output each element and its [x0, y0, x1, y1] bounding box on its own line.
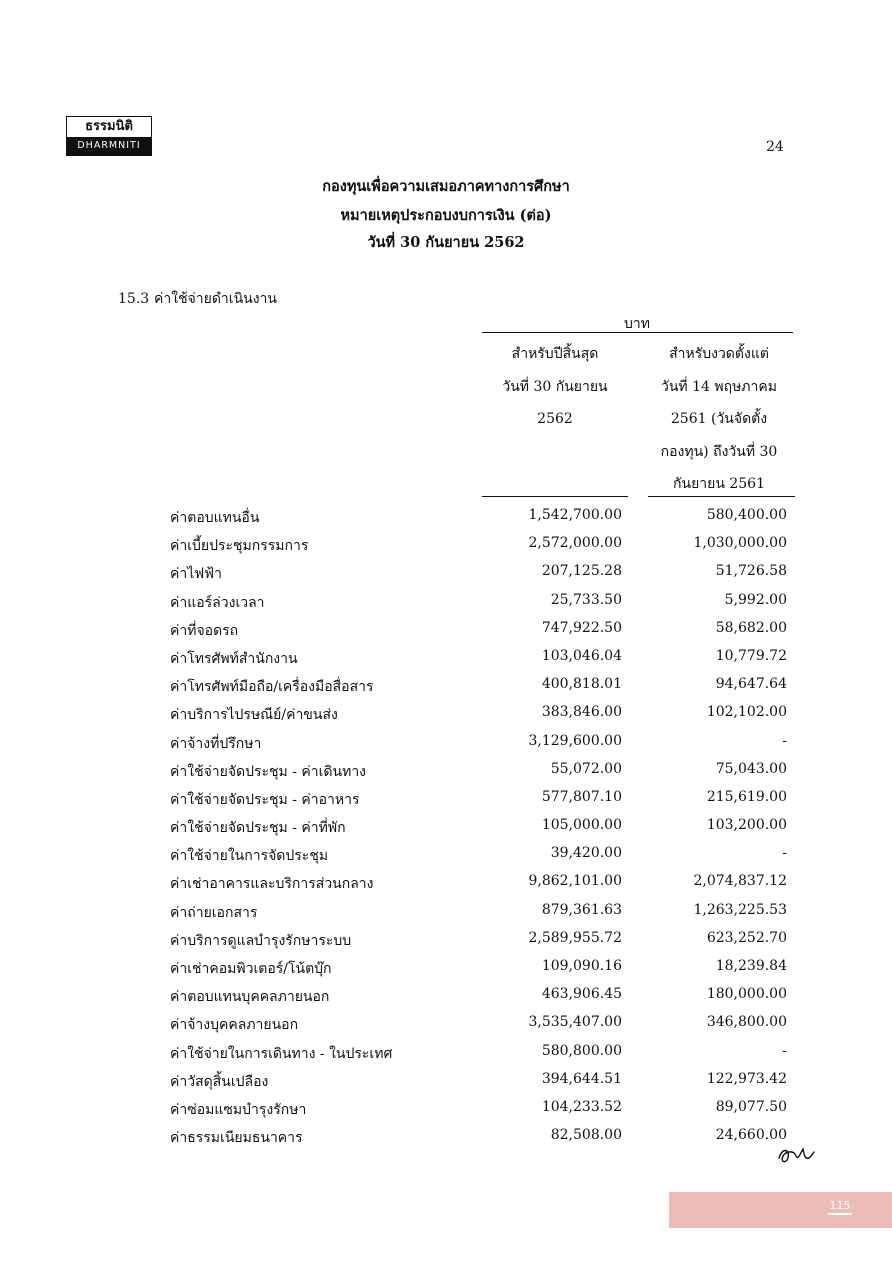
- logo-thai-text: ธรรมนิติ: [67, 117, 151, 137]
- row-value-2561: 24,660.00: [715, 1127, 787, 1144]
- table-row: [0, 1093, 892, 1121]
- section-title: [118, 288, 277, 310]
- col2-header-rule: [648, 496, 795, 497]
- row-value-2561: 2,074,837.12: [693, 873, 787, 890]
- row-value-2562: 2,589,955.72: [528, 929, 622, 946]
- row-label: ค่าเช่าอาคารและบริการส่วนกลาง: [170, 876, 374, 893]
- row-label: ค่าใช้จ่ายจัดประชุม - ค่าอาหาร: [170, 791, 360, 808]
- row-value-2562: 82,508.00: [550, 1127, 622, 1144]
- table-row: [0, 727, 892, 755]
- row-value-2561: 18,239.84: [715, 958, 787, 974]
- date-heading: วันที่ 30 กันยายน 2562: [367, 234, 525, 251]
- table-row: [0, 1037, 892, 1065]
- row-value-2561: -: [782, 732, 787, 749]
- row-value-2561: 1,030,000.00: [693, 535, 787, 552]
- row-value-2562: 105,000.00: [541, 817, 622, 834]
- row-value-2561: 5,992.00: [724, 591, 787, 608]
- table-row: [0, 698, 892, 726]
- table-row: [0, 1065, 892, 1093]
- currency-label: บาท: [624, 316, 650, 332]
- row-value-2562: 39,420.00: [550, 845, 622, 862]
- row-value-2561: 346,800.00: [706, 1014, 787, 1031]
- col1-line3: 2562: [537, 411, 573, 427]
- table-row: [0, 755, 892, 783]
- table-row: [0, 557, 892, 585]
- table-row: [0, 980, 892, 1008]
- row-value-2562: 577,807.10: [541, 788, 622, 805]
- table-row: [0, 952, 892, 980]
- dharmniti-logo: [66, 116, 152, 156]
- fund-name-heading: กองทุนเพื่อความเสมอภาคทางการศึกษา: [322, 178, 570, 195]
- col2-line1: สำหรับงวดตั้งแต่: [669, 346, 769, 362]
- logo-latin-text: DHARMNITI: [67, 137, 151, 155]
- table-row: [0, 642, 892, 670]
- row-value-2561: -: [782, 845, 787, 862]
- col2-line2: วันที่ 14 พฤษภาคม: [661, 378, 777, 395]
- table-row: [0, 614, 892, 642]
- row-value-2561: 103,200.00: [706, 817, 787, 834]
- row-label: ค่าใช้จ่ายจัดประชุม - ค่าที่พัก: [170, 820, 346, 837]
- table-row: [0, 896, 892, 924]
- row-value-2562: 207,125.28: [541, 563, 622, 580]
- table-row: [0, 529, 892, 557]
- section-name: ค่าใช้จ่ายดำเนินงาน: [154, 291, 277, 307]
- expense-table-body: [0, 501, 892, 1149]
- row-label: ค่าใช้จ่ายในการเดินทาง - ในประเทศ: [170, 1045, 393, 1062]
- row-value-2562: 383,846.00: [541, 704, 622, 721]
- row-value-2561: -: [782, 1042, 787, 1059]
- currency-rule: [482, 332, 793, 333]
- table-row: [0, 1121, 892, 1149]
- footer-page-number: 115: [828, 1199, 852, 1215]
- col2-line5: กันยายน 2561: [673, 476, 765, 492]
- row-label: ค่าใช้จ่ายจัดประชุม - ค่าเดินทาง: [170, 763, 367, 780]
- table-row: [0, 924, 892, 952]
- row-value-2562: 103,046.04: [541, 647, 622, 664]
- row-label: ค่าถ่ายเอกสาร: [170, 904, 258, 921]
- table-row: [0, 501, 892, 529]
- row-label: ค่าไฟฟ้า: [170, 566, 222, 583]
- row-value-2561: 122,973.42: [706, 1070, 787, 1087]
- table-row: [0, 670, 892, 698]
- row-label: ค่าเช่าคอมพิวเตอร์/โน้ตบุ๊ก: [170, 961, 332, 977]
- row-value-2561: 75,043.00: [715, 760, 787, 777]
- col2-line4: กองทุน) ถึงวันที่ 30: [660, 443, 778, 460]
- row-label: ค่าซ่อมแซมบำรุงรักษา: [170, 1101, 307, 1118]
- row-value-2562: 879,361.63: [541, 901, 622, 918]
- column-header-2562: [482, 338, 628, 436]
- row-value-2561: 58,682.00: [715, 619, 787, 636]
- row-value-2561: 10,779.72: [715, 647, 787, 664]
- section-number: 15.3: [118, 291, 150, 307]
- signature-initials-icon: [776, 1140, 816, 1166]
- col1-line1: สำหรับปีสิ้นสุด: [511, 346, 599, 362]
- row-label: ค่าบริการไปรษณีย์/ค่าขนส่ง: [170, 707, 338, 724]
- row-value-2562: 2,572,000.00: [528, 535, 622, 552]
- row-value-2562: 55,072.00: [550, 760, 622, 777]
- col1-line2: วันที่ 30 กันยายน: [502, 378, 608, 395]
- row-label: ค่าใช้จ่ายในการจัดประชุม: [170, 848, 329, 865]
- row-value-2561: 51,726.58: [715, 563, 787, 580]
- row-value-2562: 463,906.45: [541, 986, 622, 1003]
- row-label: ค่าแอร์ล่วงเวลา: [170, 594, 265, 611]
- footer-bar: [669, 1192, 892, 1228]
- table-row: [0, 783, 892, 811]
- row-label: ค่าที่จอดรถ: [170, 622, 239, 639]
- row-value-2562: 400,818.01: [541, 676, 622, 693]
- row-label: ค่าวัสดุสิ้นเปลือง: [170, 1073, 269, 1090]
- row-label: ค่าบริการดูแลบำรุงรักษาระบบ: [170, 932, 352, 949]
- row-label: ค่าโทรศัพท์สำนักงาน: [170, 650, 298, 667]
- row-value-2562: 109,090.16: [541, 958, 622, 974]
- table-row: [0, 1008, 892, 1036]
- page-number: 24: [766, 139, 784, 155]
- row-label: ค่าตอบแทนบุคคลภายนอก: [170, 989, 330, 1006]
- table-row: [0, 867, 892, 895]
- row-value-2561: 623,252.70: [706, 929, 787, 946]
- row-value-2562: 104,233.52: [541, 1098, 622, 1115]
- row-value-2561: 102,102.00: [706, 704, 787, 721]
- row-value-2562: 1,542,700.00: [528, 507, 622, 523]
- row-value-2561: 180,000.00: [706, 986, 787, 1003]
- table-row: [0, 839, 892, 867]
- row-value-2561: 94,647.64: [715, 676, 787, 693]
- notes-heading: หมายเหตุประกอบงบการเงิน (ต่อ): [340, 207, 552, 224]
- row-value-2562: 394,644.51: [541, 1070, 622, 1087]
- row-label: ค่าโทรศัพท์มือถือ/เครื่องมือสื่อสาร: [170, 679, 374, 696]
- row-value-2562: 3,535,407.00: [528, 1014, 622, 1031]
- column-header-2561: [646, 338, 792, 501]
- row-value-2561: 215,619.00: [706, 788, 787, 805]
- row-label: ค่าตอบแทนอื่น: [170, 510, 260, 526]
- col1-header-rule: [482, 496, 628, 497]
- row-value-2562: 580,800.00: [541, 1042, 622, 1059]
- row-value-2561: 89,077.50: [715, 1098, 787, 1115]
- row-value-2561: 580,400.00: [706, 507, 787, 523]
- row-value-2562: 747,922.50: [541, 619, 622, 636]
- row-label: ค่าจ้างบุคคลภายนอก: [170, 1017, 299, 1034]
- col2-line3: 2561 (วันจัดตั้ง: [670, 411, 768, 427]
- row-label: ค่าเบี้ยประชุมกรรมการ: [170, 538, 309, 555]
- row-label: ค่าจ้างที่ปรึกษา: [170, 735, 262, 752]
- table-row: [0, 811, 892, 839]
- table-row: [0, 586, 892, 614]
- row-value-2562: 25,733.50: [550, 591, 622, 608]
- row-value-2562: 9,862,101.00: [528, 873, 622, 890]
- row-label: ค่าธรรมเนียมธนาคาร: [170, 1130, 303, 1147]
- row-value-2561: 1,263,225.53: [693, 901, 787, 918]
- row-value-2562: 3,129,600.00: [528, 732, 622, 749]
